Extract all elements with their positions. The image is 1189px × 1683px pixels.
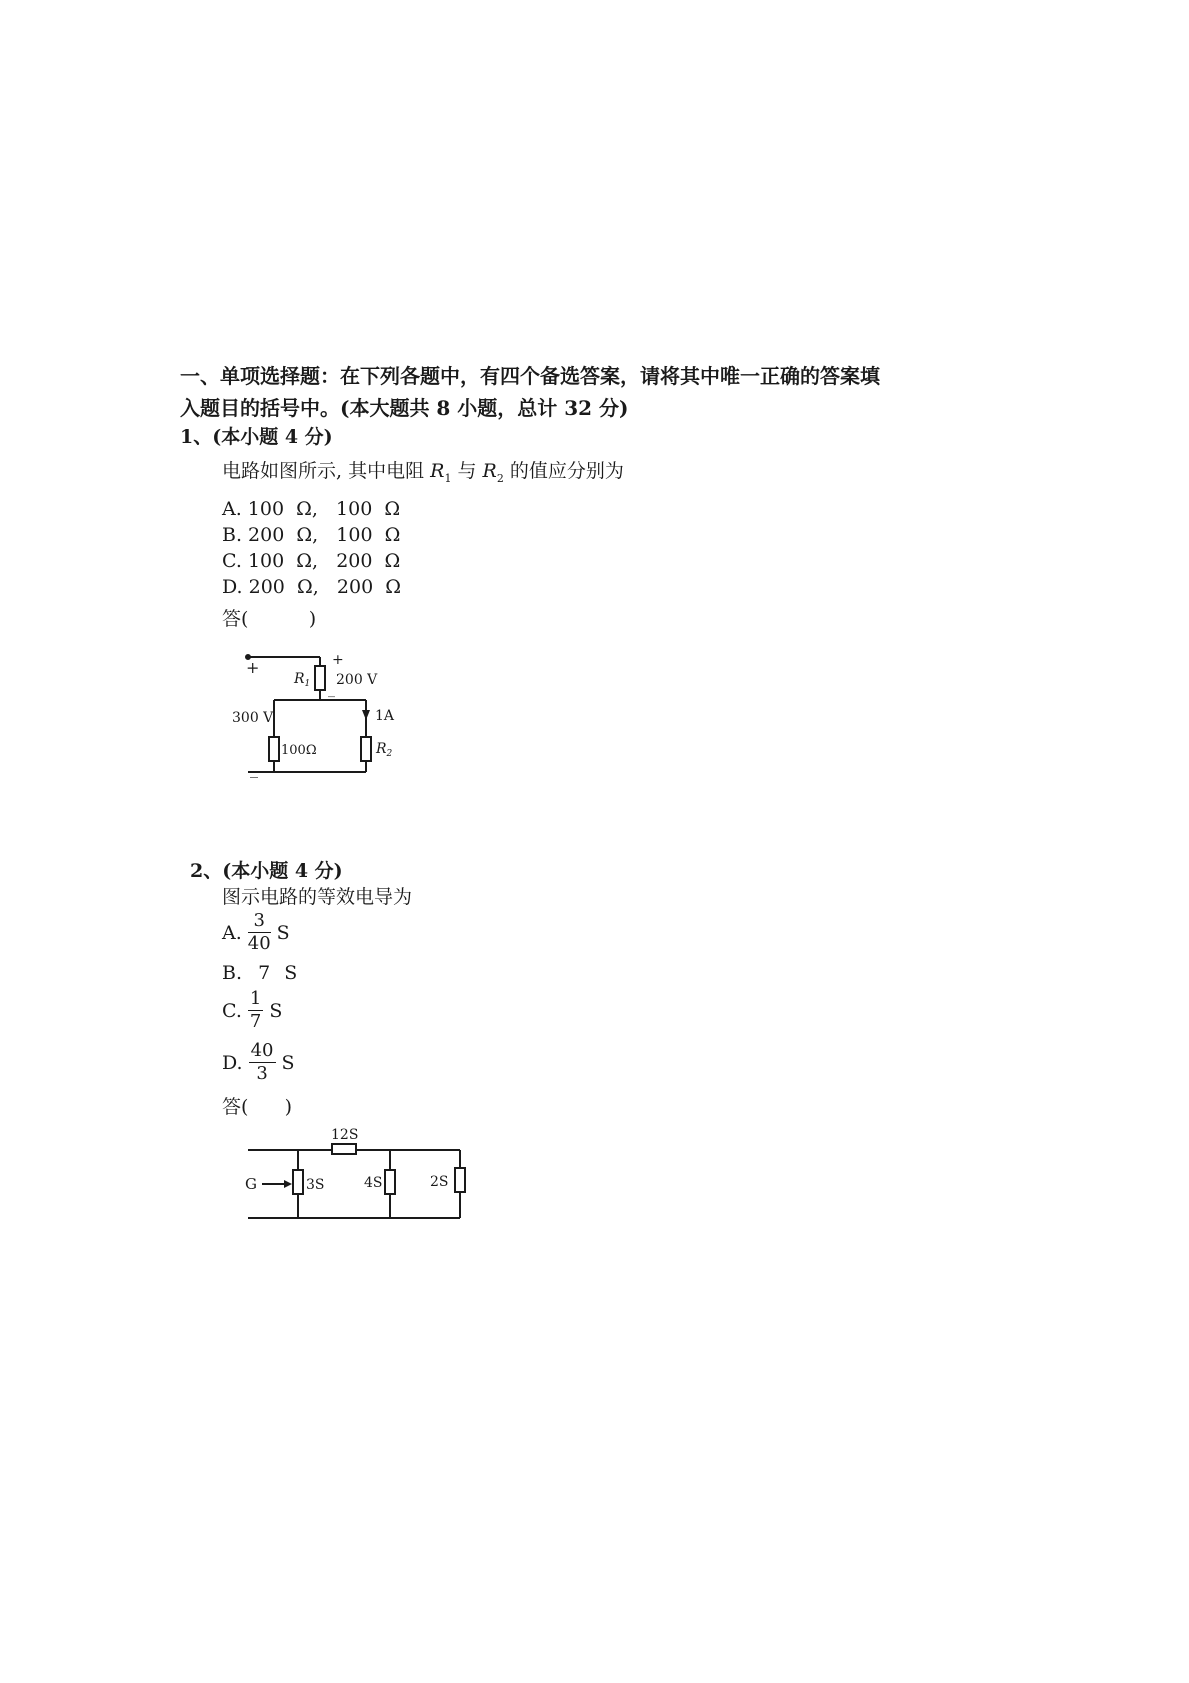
q1-fig-plus-left: + — [246, 658, 260, 677]
q2-fig-g2: 4S — [364, 1175, 383, 1191]
q2-option-a-fraction — [248, 910, 271, 955]
q1-stem-mid: 与 — [451, 460, 483, 482]
q1-stem-pre: 电路如图所示, 其中电阻 — [222, 460, 431, 482]
q2-fig-g-label: G — [245, 1175, 257, 1193]
q2-option-d-letter: D. — [222, 1051, 243, 1074]
q1-fig-minus-r1: _ — [328, 682, 335, 698]
q1-r1-symbol: R — [430, 460, 445, 482]
q2-header: 2、(本小题 4 分) — [190, 860, 343, 882]
current-arrow-icon — [362, 710, 370, 720]
q1-r2-symbol: R — [482, 460, 497, 482]
q2-option-b-letter: B. — [222, 962, 243, 984]
q1-answer-blank: 答( ) — [222, 608, 317, 630]
q2-option-a — [222, 910, 290, 955]
q2-option-d — [222, 1040, 295, 1085]
q2-option-c-num: 1 — [249, 988, 262, 1009]
q2-option-d-num: 40 — [250, 1040, 274, 1061]
q1-fig-current: 1A — [375, 708, 395, 724]
q1-fig-r2-label: $R_2$ — [376, 741, 393, 759]
q2-circuit-diagram — [240, 1120, 480, 1230]
q1-stem — [222, 456, 624, 485]
q2-answer-blank: 答( ) — [222, 1096, 293, 1118]
q1-option-c: C. 100 Ω, 200 Ω — [222, 550, 401, 572]
q1-option-a: A. 100 Ω, 100 Ω — [222, 498, 401, 520]
q2-stem: 图示电路的等效电导为 — [222, 886, 413, 908]
q2-option-d-den: 3 — [256, 1063, 268, 1084]
q2-option-b-value: 7 — [258, 962, 271, 984]
q1-header: 1、(本小题 4 分) — [180, 426, 333, 448]
q2-option-a-letter: A. — [222, 921, 242, 944]
q1-circuit-diagram — [170, 640, 430, 790]
q1-fig-v-r1: 200 V — [336, 672, 378, 688]
q1-fig-r1-label: $R_1$ — [294, 671, 311, 689]
q2-option-a-den: 40 — [247, 933, 271, 954]
q2-option-c-den: 7 — [249, 1011, 262, 1032]
q2-option-c — [222, 988, 282, 1033]
q1-fig-v-source: 300 V — [232, 710, 274, 726]
section-line-1: 一、单项选择题：在下列各题中，有四个备选答案，请将其中唯一正确的答案填 — [180, 364, 880, 388]
q2-fig-g-top: 12S — [331, 1127, 359, 1143]
q1-r1-sub: 1 — [444, 471, 452, 485]
q1-fig-plus-r1: + — [332, 652, 344, 668]
q2-option-b — [222, 962, 297, 984]
q1-r2-sub: 2 — [496, 471, 504, 485]
q2-option-d-fraction — [249, 1040, 276, 1085]
g-arrow-icon — [284, 1180, 292, 1188]
q1-option-d: D. 200 Ω, 200 Ω — [222, 576, 401, 598]
q2-option-a-num: 3 — [248, 910, 271, 933]
q2-fig-g1: 3S — [306, 1177, 325, 1193]
section-line-2: 入题目的括号中。(本大题共 8 小题，总计 32 分) — [180, 396, 629, 420]
q2-fig-g3: 2S — [430, 1174, 449, 1190]
q2-option-d-unit: S — [281, 1051, 295, 1074]
q2-option-b-unit: S — [284, 962, 298, 984]
q2-option-c-fraction — [248, 988, 263, 1033]
q1-fig-resistor: 100Ω — [281, 743, 317, 758]
q1-option-b: B. 200 Ω, 100 Ω — [222, 524, 401, 546]
q2-option-c-unit: S — [269, 999, 283, 1022]
q1-stem-post: 的值应分别为 — [503, 460, 624, 482]
q2-option-c-letter: C. — [222, 999, 242, 1022]
q2-option-a-unit: S — [276, 921, 290, 944]
q1-fig-minus-left: _ — [250, 759, 258, 778]
section-instructions — [180, 360, 880, 424]
